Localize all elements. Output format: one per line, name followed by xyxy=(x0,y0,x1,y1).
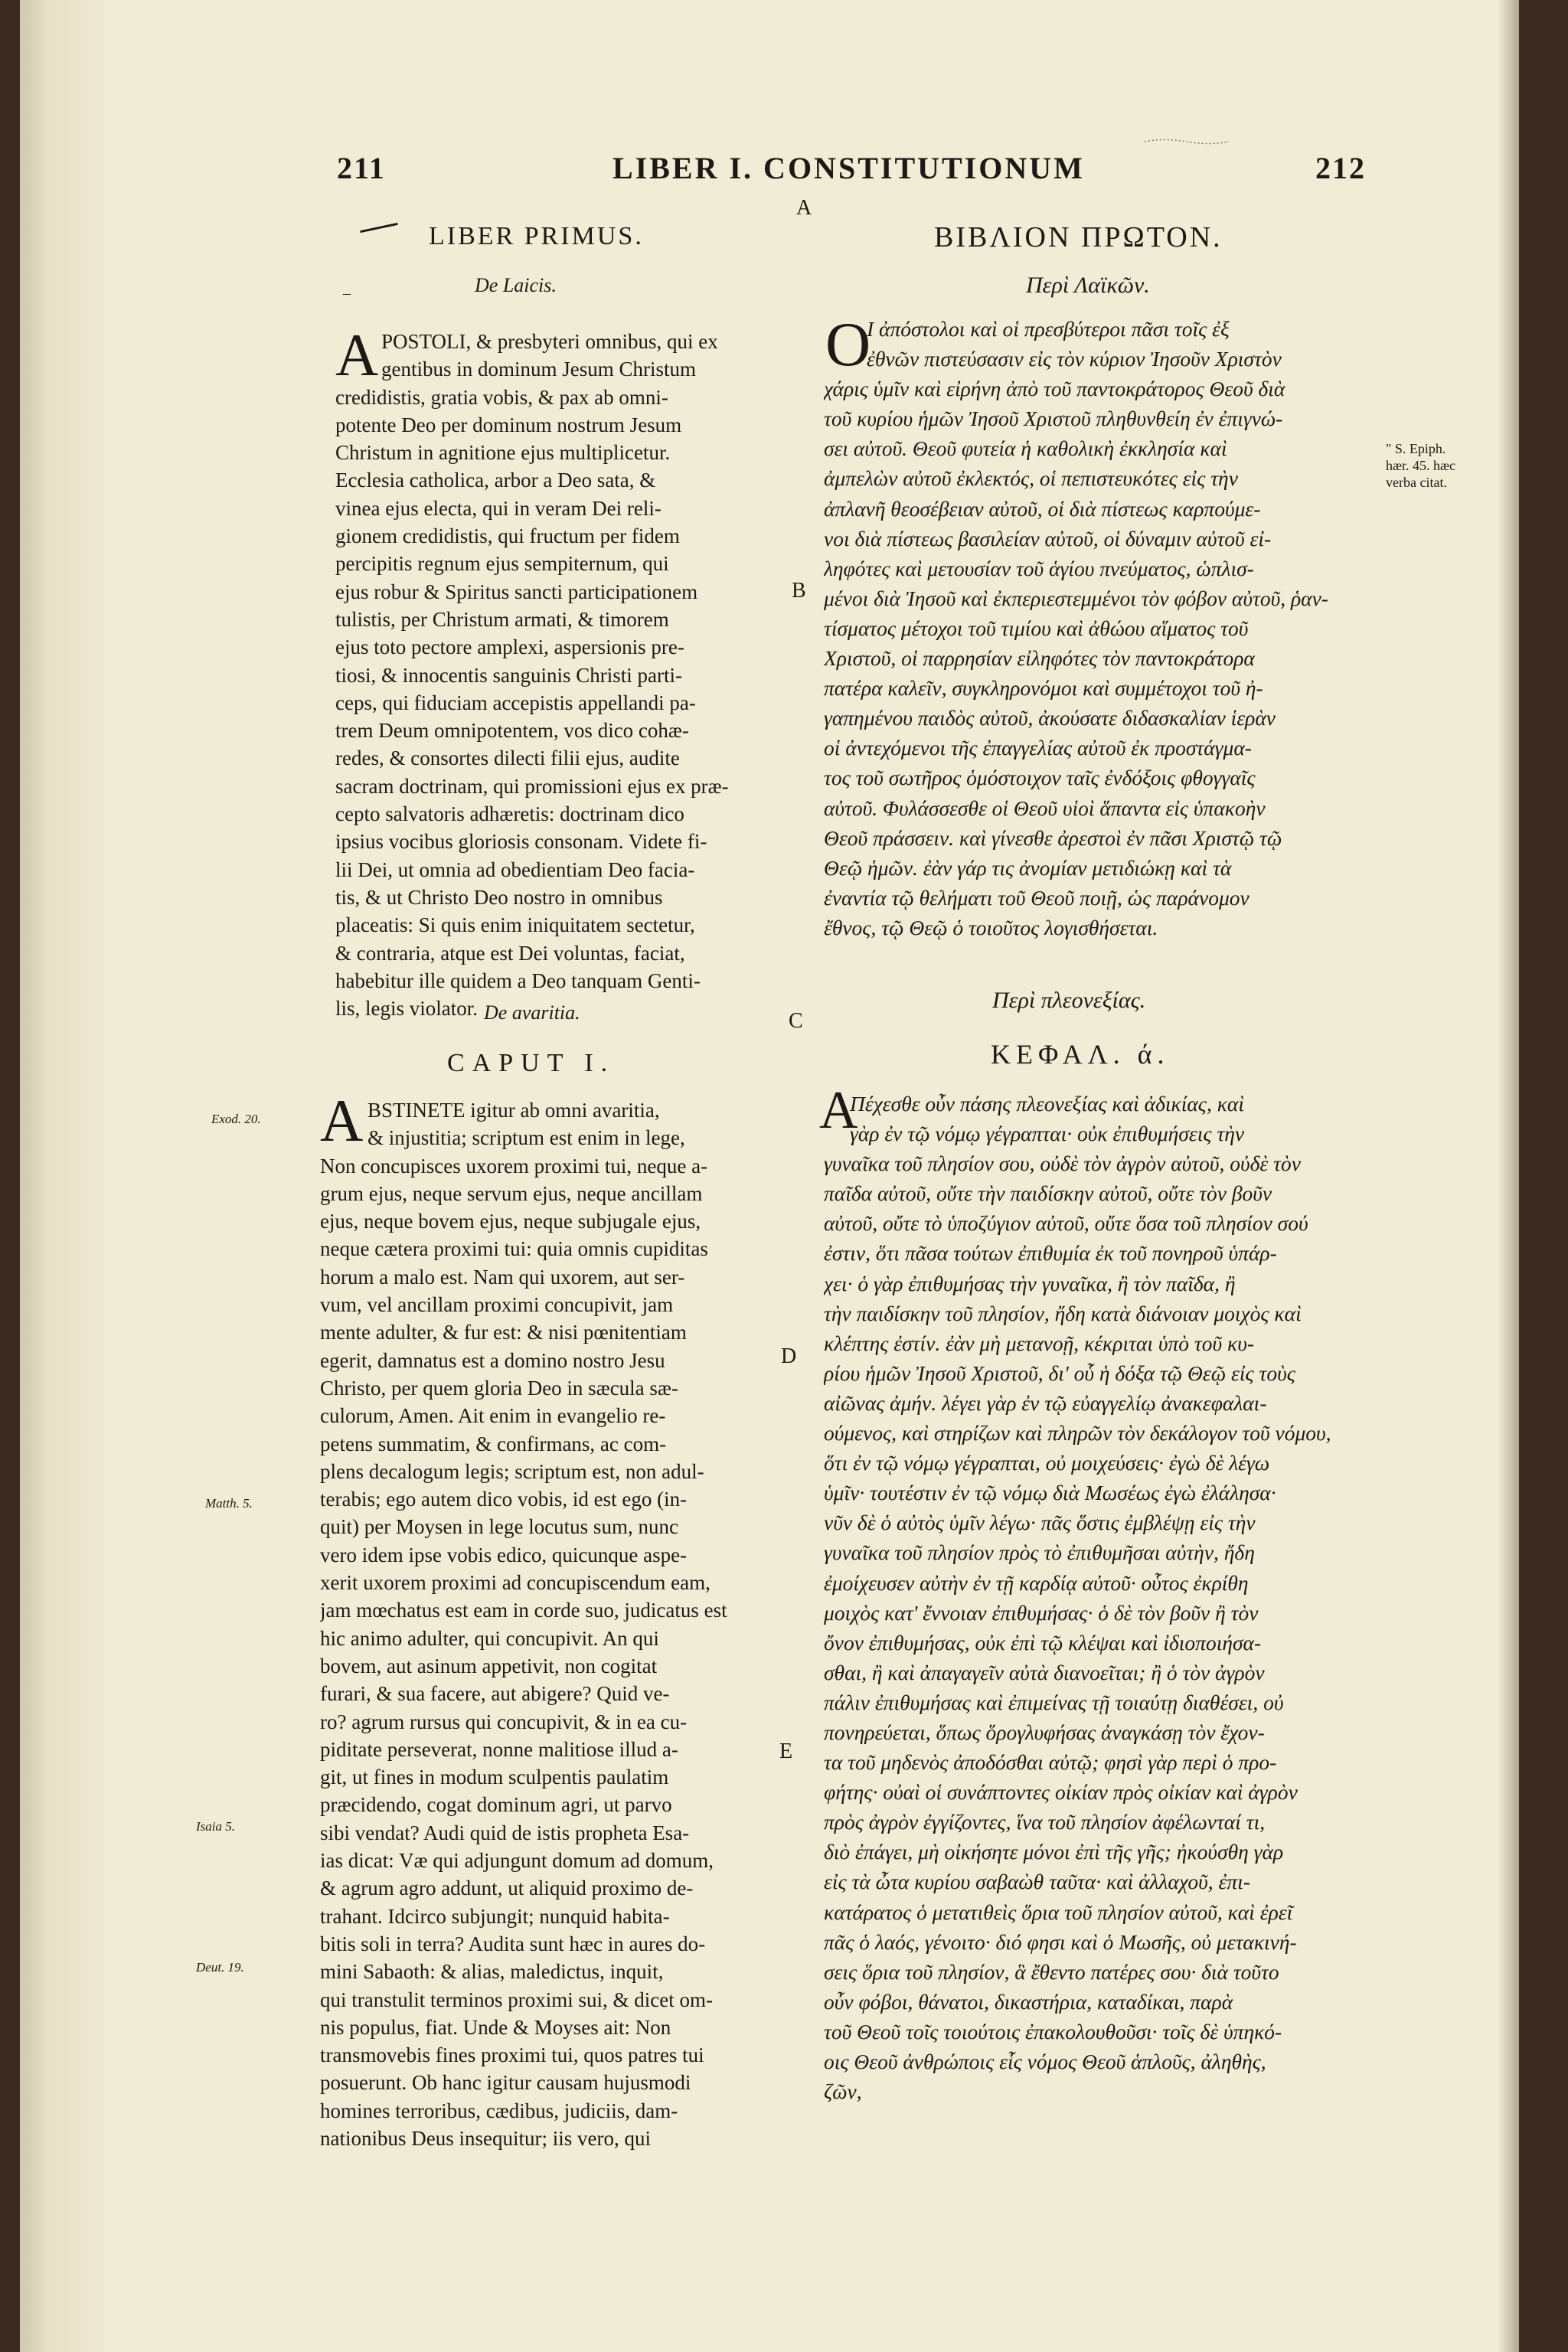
text-line: transmovebis fines proximi tui, quos patres tui xyxy=(320,2043,704,2067)
greek-dropcap-2: A xyxy=(819,1081,858,1140)
text-line: sibi vendat? Audi quid de istis propheta Esa- xyxy=(320,1821,690,1844)
text-line: τοῦ κυρίου ἡμῶν Ἰησοῦ Χριστοῦ πληθυνθείη ἐν ἐπιγνώ- xyxy=(824,407,1283,431)
text-line: sacram doctrinam, qui promissioni ejus ex præ- xyxy=(335,774,729,798)
text-line: οις Θεοῦ ἀνθρώποις εἷς νόμος Θεοῦ ἁπλοῦς, ἀληθὴς, xyxy=(824,2050,1266,2073)
text-line: σεις ὅρια τοῦ πλησίον, ἃ ἔθεντο πατέρες σου· διὰ τοῦτο xyxy=(824,1959,1279,1984)
margin-note-epiph-line: " S. Epiph. xyxy=(1386,441,1446,456)
text-line: Ι ἀπόστολοι καὶ οἱ πρεσβύτεροι πᾶσι τοῖς ἐξ xyxy=(867,317,1230,341)
text-line: τὴν παιδίσκην τοῦ πλησίον, ἤδη κατὰ διάνοιαν μοιχὸς καὶ xyxy=(824,1301,1302,1325)
text-line: homines terroribus, cædibus, judiciis, dam- xyxy=(320,2099,678,2122)
text-line: ἀμπελὼν αὐτοῦ ἐκλεκτός, οἱ πεπιστευκότες εἰς τὴν xyxy=(824,466,1238,491)
text-line: quit) per Moysen in lege locutus sum, nunc xyxy=(320,1515,678,1539)
greek-dropcap-1: O xyxy=(825,309,871,379)
latin-dropcap-1: A xyxy=(335,322,379,388)
text-line: μοιχὸς κατ' ἔννοιαν ἐπιθυμήσας· ὁ δὲ τὸν βοῦν ἢ τὸν xyxy=(824,1600,1259,1625)
text-line: bovem, aut asinum appetivit, non cogitat xyxy=(320,1654,658,1677)
text-line: σθαι, ἢ καὶ ἀπαγαγεῖν αὐτὰ διανοεῖται; ἢ ὁ τὸν ἀγρὸν xyxy=(824,1660,1265,1684)
section-letter-e: E xyxy=(779,1740,793,1763)
text-line: ἐστιν, ὅτι πᾶσα τούτων ἐπιθυμία ἐκ τοῦ πονηροῦ ὑπάρ- xyxy=(824,1241,1277,1266)
text-line: gionem credidistis, qui fructum per fidem xyxy=(335,524,680,548)
text-line: ὅτι ἐν τῷ νόμῳ γέγραπται, οὐ μοιχεύσεις· ἐγὼ δὲ λέγω xyxy=(824,1451,1270,1475)
text-line: redes, & consortes dilecti filii ejus, audite xyxy=(335,746,680,770)
margin-note-matth: Matth. 5. xyxy=(205,1496,253,1511)
text-line: Θεοῦ πράσσειν. καὶ γίνεσθε ἀρεστοὶ ἐν πᾶσι Χριστῷ τῷ xyxy=(824,825,1282,850)
text-line: ἐμοίχευσεν αὐτὴν ἐν τῇ καρδίᾳ αὐτοῦ· οὗτος ἐκρίθη xyxy=(824,1570,1249,1595)
text-line: hic animo adulter, qui concupivit. An qui xyxy=(320,1626,659,1650)
text-line: præcidendo, cogat dominum agri, ut parvo xyxy=(320,1793,672,1817)
text-line: Non concupisces uxorem proximi tui, neque a- xyxy=(320,1154,708,1178)
text-line: Χριστοῦ, οἱ παρρησίαν εἰληφότες τὸν παντοκράτορα xyxy=(824,646,1255,671)
text-line: POSTOLI, & presbyteri omnibus, qui ex xyxy=(381,330,718,353)
latin-subtitle: De Laicis. xyxy=(475,274,557,296)
text-line: ἀπλανῆ θεοσέβειαν αὐτοῦ, οἱ διὰ πίστεως καρπούμε- xyxy=(824,496,1261,521)
text-line: τίσματος μέτοχοι τοῦ τιμίου καὶ ἀθώου αἵματος τοῦ xyxy=(824,616,1249,640)
text-line: τος τοῦ σωτῆρος ὁμόστοιχον ταῖς ἐνδόξοις φθογγαῖς xyxy=(824,766,1256,790)
text-line: ias dicat: Væ qui adjungunt domum ad domum, xyxy=(320,1849,714,1873)
text-line: ἐναντία τῷ θελήματι τοῦ Θεοῦ ποιῇ, ὡς παράνομον xyxy=(824,885,1250,910)
text-line: neque cætera proximi tui: quia omnis cupiditas xyxy=(320,1237,708,1261)
margin-note-epiph-line: verba citat. xyxy=(1386,475,1447,490)
text-line: Christum in agnitione ejus multiplicetur. xyxy=(335,441,671,465)
text-line: tulistis, per Christum armati, & timorem xyxy=(335,607,669,631)
margin-note-epiph xyxy=(1386,440,1493,491)
text-line: cepto salvatoris adhæretis: doctrinam dico xyxy=(335,802,684,826)
text-line: xerit uxorem proximi ad concupiscendum eam, xyxy=(320,1571,710,1595)
text-line: mente adulter, & fur est: & nisi pœnitentiam xyxy=(320,1321,687,1344)
text-line: γὰρ ἐν τῷ νόμῳ γέγραπται· οὐκ ἐπιθυμήσεις τὴν xyxy=(850,1122,1245,1146)
text-line: terabis; ego autem dico vobis, id est ego (in- xyxy=(320,1488,688,1511)
header-ornament xyxy=(1141,138,1233,145)
text-line: κλέπτης ἐστίν. ἐὰν μὴ μετανοῇ, κέκριται ὑπὸ τοῦ κυ- xyxy=(824,1331,1254,1355)
section-letter-b: B xyxy=(792,579,806,603)
text-line: culorum, Amen. Ait enim in evangelio re- xyxy=(320,1404,666,1428)
text-line: trahant. Idcirco subjungit; nunquid habita- xyxy=(320,1904,670,1928)
text-line: horum a malo est. Nam qui uxorem, aut ser- xyxy=(320,1265,685,1289)
text-line: γυναῖκα τοῦ πλησίον σου, οὐδὲ τὸν ἀγρὸν αὐτοῦ, οὐδὲ τὸν xyxy=(824,1152,1301,1176)
text-line: ὄνον ἐπιθυμήσας, οὐκ ἐπὶ τῷ κλέψαι καὶ ἰδιοποιήσα- xyxy=(824,1630,1262,1655)
text-line: οὖν φόβοι, θάνατοι, δικαστήρια, καταδίκαι, παρὰ xyxy=(824,1989,1233,2014)
text-line: πονηρεύεται, ὅπως ὅρογλυφήσας ἀναγκάσῃ τὸν ἔχον- xyxy=(824,1720,1265,1744)
text-line: αὐτοῦ. Φυλάσσεσθε οἱ Θεοῦ υἱοὶ ἅπαντα εἰς ὑπακοὴν xyxy=(824,795,1266,820)
text-line: πατέρα καλεῖν, συγκληρονόμοι καὶ συμμέτοχοι τοῦ ἠ- xyxy=(824,676,1263,701)
page-number-left: 211 xyxy=(337,151,386,185)
text-line: αὐτοῦ, οὔτε τὸ ὑποζύγιον αὐτοῦ, οὔτε ὅσα τοῦ πλησίον σού xyxy=(824,1211,1308,1236)
text-line: ούμενος, καὶ στηρίζων καὶ πληρῶν τὸν δεκάλογον τοῦ νόμου, xyxy=(824,1421,1331,1446)
text-line: ro? agrum rursus qui concupivit, & in ea cu- xyxy=(320,1710,688,1733)
margin-note-epiph-line: hær. 45. hæc xyxy=(1386,458,1456,473)
text-line: ζῶν, xyxy=(824,2079,862,2104)
gutter-shadow xyxy=(1498,0,1519,2352)
text-line: παῖδα αὐτοῦ, οὔτε τὴν παιδίσκην αὐτοῦ, οὔτε τὸν βοῦν xyxy=(824,1181,1272,1206)
text-line: credidistis, gratia vobis, & pax ab omni- xyxy=(335,385,668,409)
text-line: nis populus, fiat. Unde & Moyses ait: Non xyxy=(320,2015,671,2039)
text-line: Θεῷ ἡμῶν. ἐὰν γάρ τις ἀνομίαν μετιδιώκῃ καὶ τὰ xyxy=(824,855,1232,880)
text-line: qui transtulit terminos proximi sui, & dicet om- xyxy=(320,1988,713,2011)
section-letter-d: D xyxy=(781,1344,797,1368)
section-letter-c: C xyxy=(789,1009,803,1033)
text-line: νῦν δὲ ὁ αὐτὸς ὑμῖν λέγω· πᾶς ὅστις ἐμβλέψῃ εἰς τὴν xyxy=(824,1511,1256,1535)
text-line: χει· ὁ γὰρ ἐπιθυμήσας τὴν γυναῖκα, ἢ τὸν παῖδα, ἢ xyxy=(824,1271,1236,1295)
text-line: Πέχεσθε οὖν πάσης πλεονεξίας καὶ ἀδικίας, καὶ xyxy=(850,1092,1244,1116)
text-line: tis, & ut Christo Deo nostro in omnibus xyxy=(335,885,663,909)
text-line: ceps, qui fiduciam accepistis appellandi pa- xyxy=(335,691,696,714)
page-number-right: 212 xyxy=(1315,151,1366,185)
text-line: plens decalogum legis; scriptum est, non adul- xyxy=(320,1459,704,1483)
text-line: & contraria, atque est Dei voluntas, faciat, xyxy=(335,941,685,965)
text-line: petens summatim, & confirmans, ac com- xyxy=(320,1432,667,1455)
text-line: habebitur ille quidem a Deo tanquam Genti- xyxy=(335,969,701,992)
text-line: ejus, neque bovem ejus, neque subjugale ejus, xyxy=(320,1210,701,1233)
text-line: & agrum agro addunt, ut aliquid proximo de- xyxy=(320,1877,694,1900)
text-line: ipsius vocibus gloriosis consonam. Videte fi- xyxy=(335,830,707,854)
text-line: furari, & sua facere, aut abigere? Quid ve- xyxy=(320,1682,670,1706)
text-line: trem Deum omnipotentem, vos dico cohæ- xyxy=(335,719,689,743)
text-line: πᾶς ὁ λαός, γένοιτο· διό φησι καὶ ὁ Μωσῆς, οὐ μετακινή- xyxy=(824,1929,1297,1954)
text-line: σει αὐτοῦ. Θεοῦ φυτεία ἡ καθολικὴ ἐκκλησία καὶ xyxy=(824,436,1227,461)
latin-caput: CAPUT I. xyxy=(447,1049,616,1077)
text-line: εἰς τὰ ὦτα κυρίου σαβαὼθ ταῦτα· καὶ ἀλλαχοῦ, ἐπι- xyxy=(824,1870,1250,1894)
text-line: piditate perseverat, nonne malitiose illud a- xyxy=(320,1737,678,1761)
text-line: χάρις ὑμῖν καὶ εἰρήνη ἀπὸ τοῦ παντοκράτορος Θεοῦ διὰ xyxy=(824,377,1285,401)
text-line: κατάρατος ὁ μετατιθεὶς ὅρια τοῦ πλησίον αὐτοῦ, καὶ ἐρεῖ xyxy=(824,1900,1293,1924)
text-line: πρὸς ἀγρὸν ἐγγίζοντες, ἵνα τοῦ πλησίον ἀφέλωνταί τι, xyxy=(824,1810,1266,1834)
text-line: vum, vel ancillam proximi concupivit, jam xyxy=(320,1293,674,1317)
text-line: οἱ ἀντεχόμενοι τῆς ἐπαγγελίας αὐτοῦ ἐκ προστάγμα- xyxy=(824,736,1252,760)
text-line: πάλιν ἐπιθυμήσας καὶ ἐπιμείνας τῇ τοιαύτῃ διαθέσει, οὐ xyxy=(824,1690,1284,1714)
text-line: & injustitia; scriptum est enim in lege, xyxy=(368,1126,685,1150)
text-line: bitis soli in terra? Audita sunt hæc in aures do- xyxy=(320,1932,706,1955)
text-line: ρίου ἡμῶν Ἰησοῦ Χριστοῦ, δι' οὗ ἡ δόξα τῷ Θεῷ εἰς τοὺς xyxy=(824,1361,1295,1385)
text-line: ὑμῖν· τουτέστιν ἐν τῷ νόμῳ διὰ Μωσέως ἐγὼ ἐλάλησα· xyxy=(824,1481,1276,1505)
text-line: vinea ejus electa, qui in veram Dei reli- xyxy=(335,496,662,520)
text-line: potente Deo per dominum nostrum Jesum xyxy=(335,413,682,436)
text-line: tiosi, & innocentis sanguinis Christi parti- xyxy=(335,663,682,687)
small-dash: – xyxy=(343,285,351,302)
margin-note-deut: Deut. 19. xyxy=(196,1960,244,1975)
running-title: LIBER I. CONSTITUTIONUM xyxy=(612,151,1085,185)
text-line: φήτης· οὐαὶ οἱ συνάπτοντες οἰκίαν πρὸς οἰκίαν καὶ ἀγρὸν xyxy=(824,1780,1298,1805)
margin-note-isaia: Isaia 5. xyxy=(196,1819,235,1834)
greek-subtitle-2: Περὶ πλεονεξίας. xyxy=(992,988,1146,1013)
text-line: γυναῖκα τοῦ πλησίον πρὸς τὸ ἐπιθυμῆσαι αὐτὴν, ἤδη xyxy=(824,1540,1255,1565)
text-line: git, ut fines in modum sculpentis paulatim xyxy=(320,1766,669,1789)
text-line: Ecclesia catholica, arbor a Deo sata, & xyxy=(335,469,656,492)
text-line: placeatis: Si quis enim iniquitatem sectetur, xyxy=(335,913,695,937)
text-line: τα τοῦ μηδενὸς ἀποδόσθαι αὐτῷ; φησὶ γὰρ περὶ ὁ προ- xyxy=(824,1750,1277,1775)
text-line: νοι διὰ πίστεως βασιλείαν αὐτοῦ, οἱ δύναμιν αὐτοῦ εἰ- xyxy=(824,526,1272,550)
latin-title: LIBER PRIMUS. xyxy=(429,222,644,250)
greek-title: ΒΙΒΛΙΟΝ ΠΡΩΤΟΝ. xyxy=(934,221,1223,253)
latin-dropcap-2: A xyxy=(320,1087,364,1154)
text-line: ejus robur & Spiritus sancti participationem xyxy=(335,580,698,603)
text-line: BSTINETE igitur ab omni avaritia, xyxy=(368,1099,660,1122)
text-line: ληφότες καὶ μετουσίαν τοῦ ἁγίου πνεύματος, ὡπλισ- xyxy=(824,556,1254,580)
text-line: ejus toto pectore amplexi, aspersionis pre- xyxy=(335,635,684,659)
text-line: lii Dei, ut omnia ad obedientiam Deo facia- xyxy=(335,858,695,881)
text-line: Christo, per quem gloria Deo in sæcula sæ- xyxy=(320,1376,678,1400)
greek-kephal: ΚΕΦΑΛ. ά. xyxy=(991,1039,1170,1070)
greek-subtitle: Περὶ Λαϊκῶν. xyxy=(1026,273,1150,298)
text-line: mini Sabaoth: & alias, maledictus, inquit, xyxy=(320,1960,664,1984)
text-line: gentibus in dominum Jesum Christum xyxy=(381,358,697,381)
text-line: ἔθνος, τῷ Θεῷ ὁ τοιοῦτος λογισθήσεται. xyxy=(824,915,1158,939)
text-line: jam mœchatus est eam in corde suo, judicatus est xyxy=(320,1599,727,1622)
latin-paragraph-1 xyxy=(335,322,779,1022)
text-line: egerit, damnatus est a domino nostro Jesu xyxy=(320,1348,665,1372)
text-line: μένοι διὰ Ἰησοῦ καὶ ἐκπεριεστεμμένοι τὸν φόβον αὐτοῦ, ῥαν- xyxy=(824,586,1328,610)
text-line: αἰῶνας ἀμήν. λέγει γὰρ ἐν τῷ εὐαγγελίῳ ἀνακεφαλαι- xyxy=(824,1390,1267,1415)
text-line: posuerunt. Ob hanc igitur causam hujusmodi xyxy=(320,2071,691,2095)
greek-paragraph-2 xyxy=(824,1089,1369,2106)
text-line: τοῦ Θεοῦ τοῖς τοιούτοις ἐπακολουθοῦσι· τοῖς δὲ ὑπηκό- xyxy=(824,2019,1282,2043)
text-line: grum ejus, neque servum ejus, neque ancillam xyxy=(320,1181,703,1205)
text-line: ἐθνῶν πιστεύσασιν εἰς τὸν κύριον Ἰησοῦν Χριστὸν xyxy=(867,347,1282,371)
latin-paragraph-2 xyxy=(320,1096,779,2152)
greek-paragraph-1 xyxy=(824,309,1369,942)
text-line: nationibus Deus insequitur; iis vero, qui xyxy=(320,2126,651,2150)
margin-note-exod: Exod. 20. xyxy=(211,1112,261,1126)
text-line: percipitis regnum ejus sempiternum, qui xyxy=(335,552,669,576)
text-line: γαπημένου παιδὸς αὐτοῦ, ἀκούσατε διδασκαλίαν ἱερὰν xyxy=(824,706,1276,730)
text-line: vero idem ipse vobis edico, quicunque aspe- xyxy=(320,1543,688,1566)
latin-subtitle-2: De avaritia. xyxy=(484,1001,580,1024)
page-edge xyxy=(20,0,104,2352)
text-line: lis, legis violator. xyxy=(335,997,478,1021)
text-line: διὸ ἐπάγει, μὴ οἰκήσητε μόνοι ἐπὶ τῆς γῆς; ἠκούσθη γὰρ xyxy=(824,1840,1284,1864)
section-letter-a: A xyxy=(796,196,812,220)
